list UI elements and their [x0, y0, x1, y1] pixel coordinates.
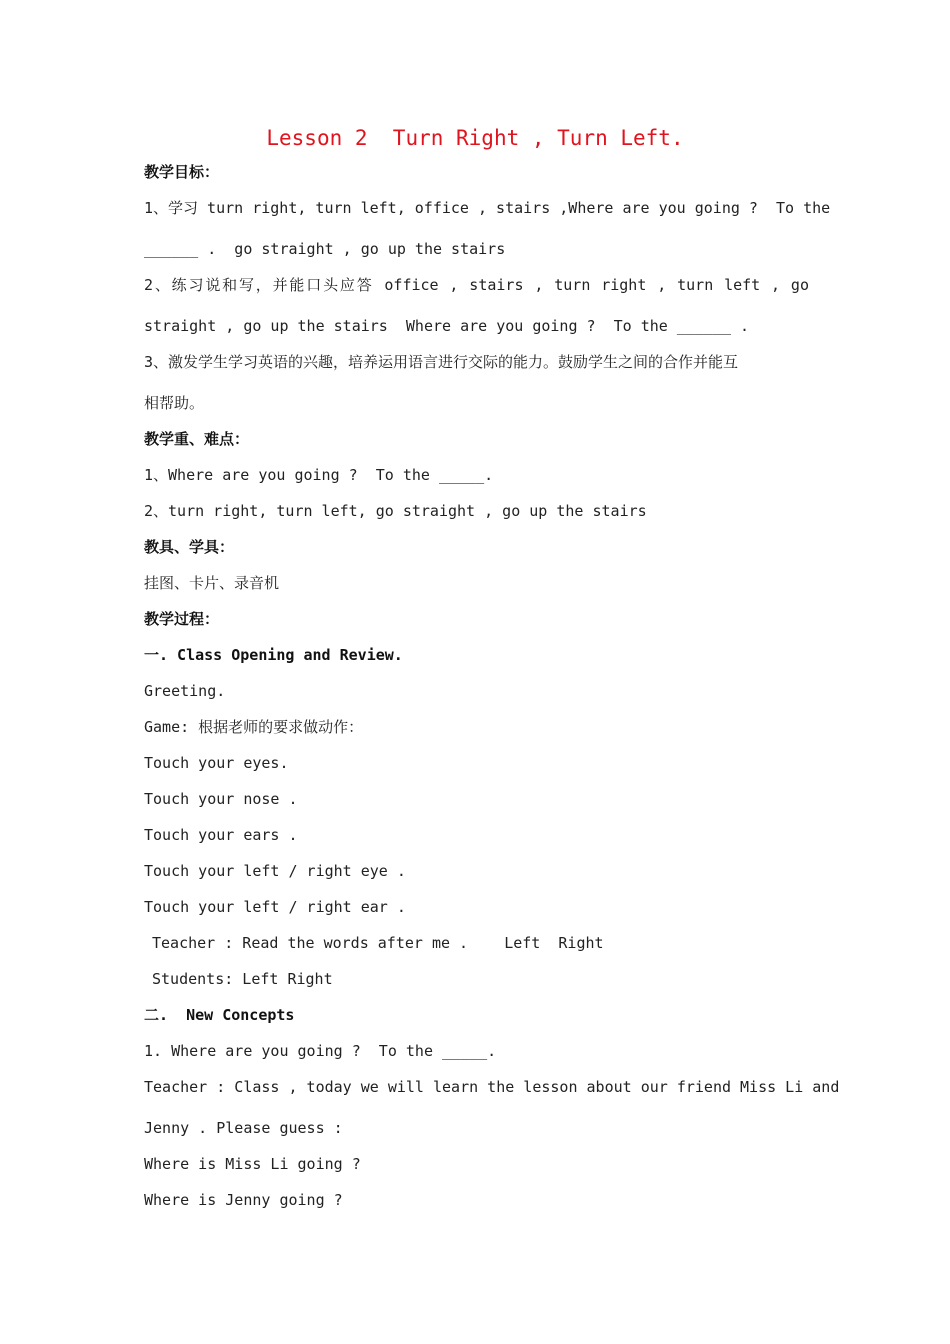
teaching-aids-list: 挂图、卡片、录音机: [144, 574, 280, 592]
question-jenny: Where is Jenny going ?: [144, 1191, 343, 1209]
touch-eyes-line: Touch your eyes.: [144, 754, 289, 772]
teacher-read-line: Teacher : Read the words after me . Left Right: [152, 934, 604, 952]
section-2-title: 二. New Concepts: [144, 1006, 295, 1024]
heading-objectives: 教学目标：: [144, 163, 220, 181]
touch-ears-line: Touch your ears .: [144, 826, 298, 844]
teacher-class-line-2: Jenny . Please guess :: [144, 1119, 343, 1137]
section-1-title: 一. Class Opening and Review.: [144, 646, 403, 664]
key-point-1: 1、Where are you going ? To the _____.: [144, 466, 494, 484]
heading-key-points: 教学重、难点：: [144, 430, 250, 448]
objective-3-line-1: 3、激发学生学习英语的兴趣，培养运用语言进行交际的能力。鼓励学生之间的合作并能互: [144, 353, 739, 371]
game-instruction: Game: 根据老师的要求做动作：: [144, 718, 364, 736]
greeting-text: Greeting.: [144, 682, 226, 700]
students-line: Students: Left Right: [152, 970, 333, 988]
objective-1-line-2: ______ . go straight , go up the stairs: [144, 240, 506, 258]
heading-teaching-aids: 教具、学具：: [144, 538, 235, 556]
touch-nose-line: Touch your nose .: [144, 790, 298, 808]
objective-2-line-1: 2、练习说和写，并能口头应答 office , stairs , turn right , turn left , go: [144, 276, 809, 294]
touch-ear-line: Touch your left / right ear .: [144, 898, 406, 916]
new-concept-1: 1. Where are you going ? To the _____.: [144, 1042, 497, 1060]
heading-teaching-process: 教学过程：: [144, 610, 220, 628]
teacher-class-line-1: Teacher : Class , today we will learn the lesson about our friend Miss Li and: [144, 1078, 840, 1096]
lesson-title: Lesson 2 Turn Right , Turn Left.: [266, 126, 684, 150]
key-point-2: 2、turn right, turn left, go straight , go up the stairs: [144, 502, 647, 520]
objective-2-line-2: straight , go up the stairs Where are you going ? To the ______ .: [144, 317, 750, 335]
question-miss-li: Where is Miss Li going ?: [144, 1155, 361, 1173]
objective-3-line-2: 相帮助。: [144, 394, 205, 412]
objective-1-line-1: 1、学习 turn right, turn left, office , stairs ,Where are you going ? To the: [144, 199, 831, 217]
touch-eye-line: Touch your left / right eye .: [144, 862, 406, 880]
